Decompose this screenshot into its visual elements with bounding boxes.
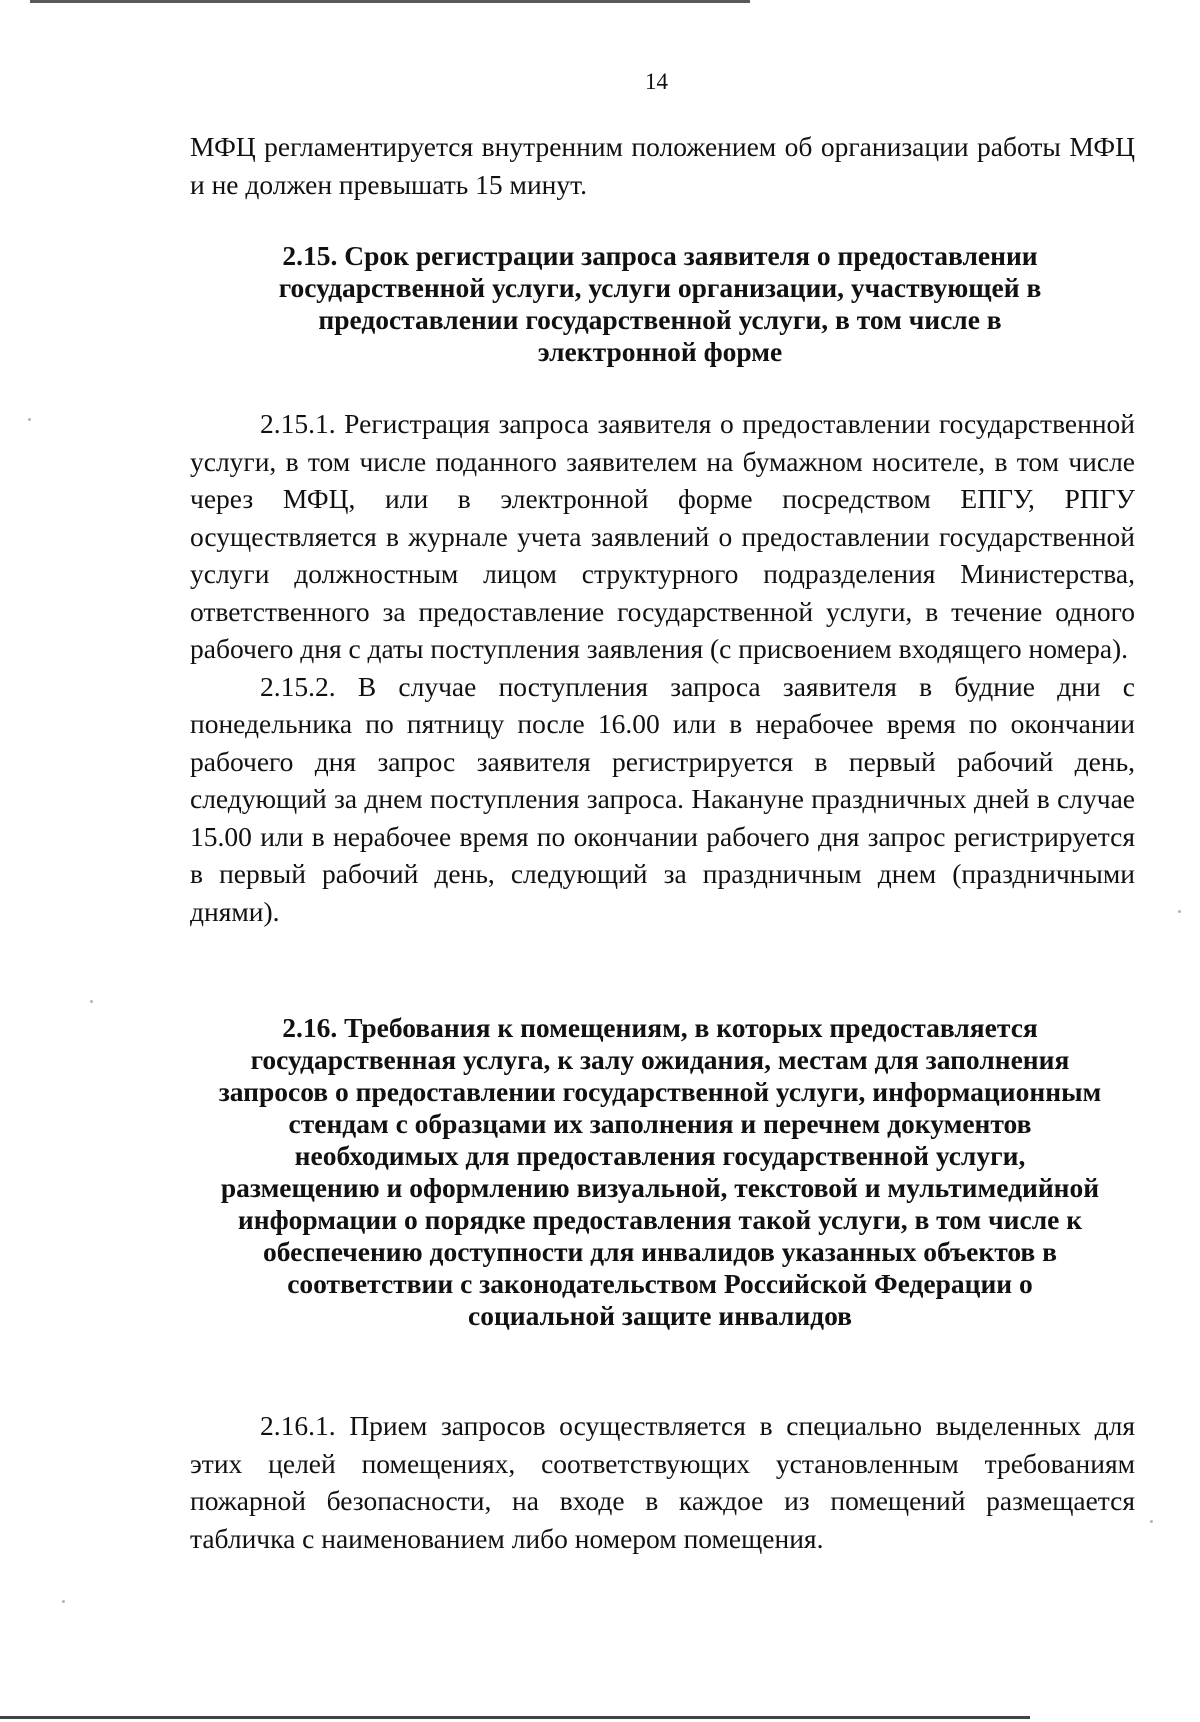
- section-215-body: [190, 405, 1135, 930]
- scan-speck: [1178, 910, 1181, 913]
- section-216-heading: 2.16. Требования к помещениям, в которых предоставляется государственная услуга, к залу ожидания, местам для заполнения запросов о предоставлении государственной услуги, информационным стендам с образцами их заполнения и перечнем документов необходимых для предоставления государственной услуги, размещению и оформлению визуальной, текстовой и мультимедийной информации о порядке предоставления такой услуги, в том числе к обеспечению доступности для инвалидов указанных объектов в соответствии с законодательством Российской Федерации о социальной защите инвалидов: [218, 1012, 1102, 1331]
- section-215-heading-block: [250, 240, 1070, 368]
- scan-speck: [28, 418, 31, 421]
- section-216-heading-block: [215, 1012, 1105, 1332]
- section-216-body: [190, 1407, 1135, 1557]
- section-215-heading: 2.15. Срок регистрации запроса заявителя о предоставлении государственной услуги, услуги организации, участвующей в предоставлении государственной услуги, в том числе в электронной форме: [278, 240, 1042, 367]
- paragraph-2-16-1: 2.16.1. Прием запросов осуществляется в специально выделенных для этих целей помещениях, соответствующих установленным требованиям пожарной безопасности, на входе в каждое из помещений размещается табличка с наименованием либо номером помещения.: [190, 1410, 1135, 1554]
- scan-speck: [90, 1000, 93, 1003]
- paragraph-2-15-1: 2.15.1. Регистрация запроса заявителя о предоставлении государственной услуги, в том числе поданного заявителем на бумажном носителе, в том числе через МФЦ, или в электронной форме посредством ЕПГУ, РПГУ осуществляется в журнале учета заявлений о предоставлении государственной услуги должностным лицом структурного подразделения Министерства, ответственного за предоставление государственной услуги, в течение одного рабочего дня с даты поступления заявления (с присвоением входящего номера).: [190, 408, 1135, 664]
- scan-speck: [1150, 1520, 1153, 1523]
- intro-paragraph: МФЦ регламентируется внутренним положением об организации работы МФЦ и не должен превышать 15 минут.: [190, 131, 1135, 200]
- scan-top-rule: [30, 0, 750, 3]
- intro-paragraph-block: [190, 128, 1135, 203]
- scan-bottom-rule: [0, 1716, 1030, 1719]
- page-number: 14: [645, 69, 668, 94]
- paragraph-2-15-2: 2.15.2. В случае поступления запроса заявителя в будние дни с понедельника по пятницу после 16.00 или в нерабочее время по окончании рабочего дня запрос заявителя регистрируется в первый рабочий день, следующий за днем поступления запроса. Накануне праздничных дней в случае 15.00 или в нерабочее время по окончании рабочего дня запрос регистрируется в первый рабочий день, следующий за праздничным днем (праздничными днями).: [190, 670, 1135, 927]
- scan-speck: [62, 1600, 65, 1603]
